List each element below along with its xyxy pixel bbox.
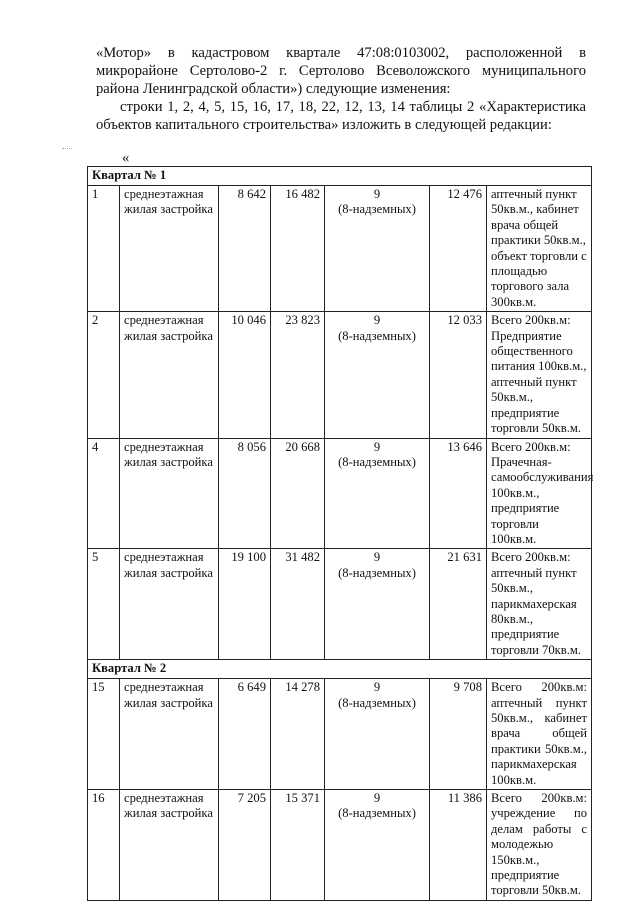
- row-number: 16: [88, 790, 120, 901]
- value-c: 12 033: [430, 312, 487, 438]
- floors-note: (8-надземных): [338, 695, 416, 710]
- floors-cell: [325, 549, 430, 660]
- instruction-paragraph: [96, 98, 586, 134]
- value-c: 21 631: [430, 549, 487, 660]
- facilities-description: аптечный пункт 50кв.м., кабинет врача общей практики 50кв.м., объект торговли с площадью торгового зала 300кв.м.: [487, 186, 592, 312]
- value-c: 13 646: [430, 438, 487, 549]
- floors-note: (8-надземных): [338, 454, 416, 469]
- facilities-description: Всего 200кв.м: аптечный пункт 50кв.м., кабинет врача общей практики 50кв.м., парикмахерская 100кв.м.: [487, 679, 592, 790]
- row-number: 15: [88, 679, 120, 790]
- facilities-description: Всего 200кв.м: Предприятие общественного питания 100кв.м., аптечный пункт 50кв.м., предприятие торговли 50кв.м.: [487, 312, 592, 438]
- value-a: 6 649: [219, 679, 271, 790]
- building-type: среднеэтажная жилая застройка: [120, 549, 219, 660]
- row-number: 2: [88, 312, 120, 438]
- intro-text-b: строки 1, 2, 4, 5, 15, 16, 17, 18, 22, 12, 13, 14 таблицы 2 «Характеристика объектов капитального строительства» изложить в следующей редакции:: [96, 99, 586, 133]
- table-row: [88, 438, 592, 549]
- floors-count: 9: [373, 550, 381, 565]
- section-title: Квартал № 1: [88, 167, 592, 186]
- table-row: [88, 186, 592, 312]
- intro-paragraph: [96, 44, 586, 98]
- table-row: [88, 790, 592, 901]
- section-header-row: [88, 660, 592, 679]
- table-row: [88, 679, 592, 790]
- floors-cell: [325, 438, 430, 549]
- intro-text-a: «Мотор» в кадастровом квартале 47:08:0103002, расположенной в микрорайоне Сертолово-2 г. Сертолово Всеволожского муниципального района Ленинградской области») следующие изменения:: [96, 45, 586, 97]
- floors-cell: [325, 186, 430, 312]
- building-type: среднеэтажная жилая застройка: [120, 679, 219, 790]
- value-a: 19 100: [219, 549, 271, 660]
- value-c: 12 476: [430, 186, 487, 312]
- table-row: [88, 312, 592, 438]
- value-a: 8 056: [219, 438, 271, 549]
- value-b: 20 668: [271, 438, 325, 549]
- characteristics-table: [87, 166, 592, 901]
- value-c: 9 708: [430, 679, 487, 790]
- floors-count: 9: [373, 680, 381, 695]
- value-a: 10 046: [219, 312, 271, 438]
- building-type: среднеэтажная жилая застройка: [120, 438, 219, 549]
- quote-open: «: [122, 150, 130, 166]
- margin-mark: [62, 148, 72, 149]
- section-title: Квартал № 2: [88, 660, 592, 679]
- floors-count: 9: [373, 187, 381, 201]
- floors-cell: [325, 790, 430, 901]
- row-number: 1: [88, 186, 120, 312]
- table-body: [88, 167, 592, 901]
- value-b: 14 278: [271, 679, 325, 790]
- row-number: 5: [88, 549, 120, 660]
- value-c: 11 386: [430, 790, 487, 901]
- facilities-description: Всего 200кв.м: Прачечная-самообслуживания 100кв.м., предприятие торговли 100кв.м.: [487, 438, 592, 549]
- value-a: 7 205: [219, 790, 271, 901]
- building-type: среднеэтажная жилая застройка: [120, 312, 219, 438]
- facilities-description: Всего 200кв.м: учреждение по делам работы с молодежью 150кв.м., предприятие торговли 50кв.м.: [487, 790, 592, 901]
- value-a: 8 642: [219, 186, 271, 312]
- table-row: [88, 549, 592, 660]
- value-b: 16 482: [271, 186, 325, 312]
- floors-cell: [325, 312, 430, 438]
- section-header-row: [88, 167, 592, 186]
- floors-note: (8-надземных): [338, 565, 416, 580]
- value-b: 31 482: [271, 549, 325, 660]
- floors-count: 9: [373, 791, 381, 806]
- floors-note: (8-надземных): [338, 806, 416, 821]
- floors-cell: [325, 679, 430, 790]
- building-type: среднеэтажная жилая застройка: [120, 790, 219, 901]
- building-type: среднеэтажная жилая застройка: [120, 186, 219, 312]
- floors-note: (8-надземных): [338, 328, 416, 343]
- floors-note: (8-надземных): [338, 202, 416, 217]
- facilities-description: Всего 200кв.м: аптечный пункт 50кв.м., парикмахерская 80кв.м., предприятие торговли 70кв.м.: [487, 549, 592, 660]
- row-number: 4: [88, 438, 120, 549]
- floors-count: 9: [373, 439, 381, 454]
- floors-count: 9: [373, 313, 381, 328]
- value-b: 23 823: [271, 312, 325, 438]
- value-b: 15 371: [271, 790, 325, 901]
